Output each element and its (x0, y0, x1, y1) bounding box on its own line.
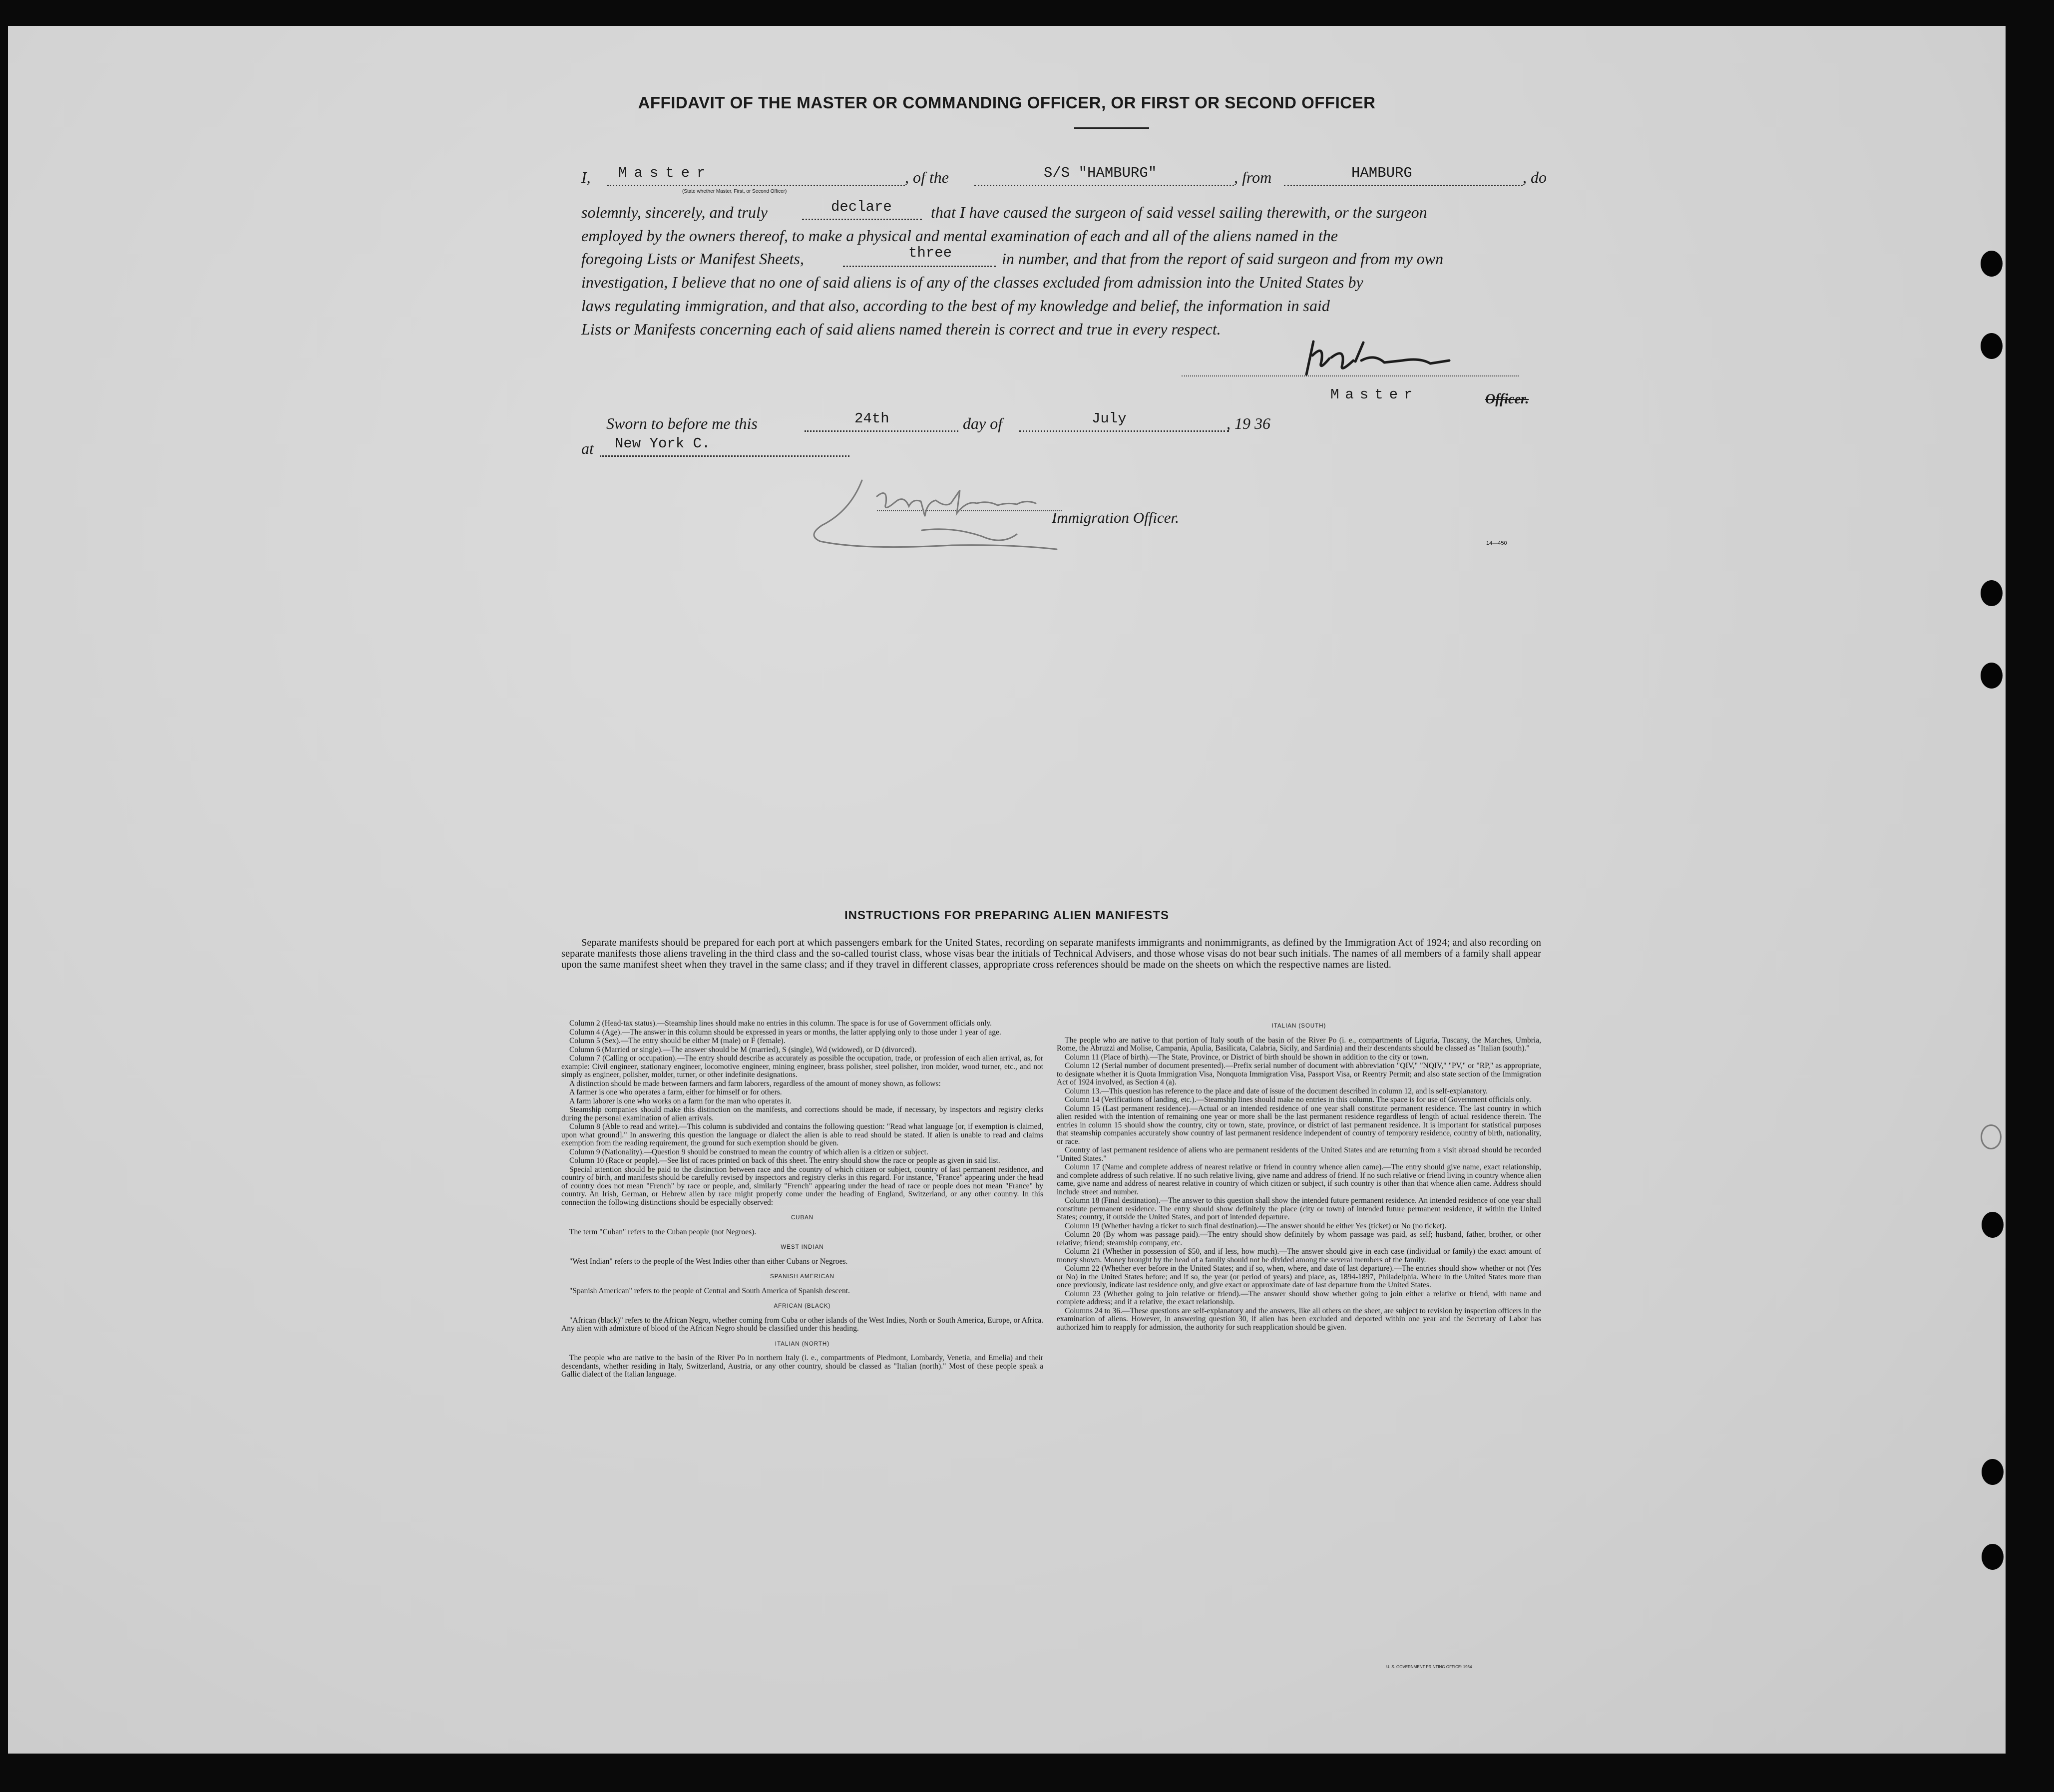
col4-paragraph: Column 4 (Age).—The answer in this column should be expressed in years or months, the latter applying only to those under 1 year of age. (569, 1028, 1001, 1037)
from-value: HAMBURG (1351, 165, 1412, 181)
affidavit-line-4a: foregoing Lists or Manifest Sheets, (581, 250, 804, 268)
col17-paragraph: Column 17 (Name and complete address of nearest relative or friend in country whence alien came).—The entry should give name, exact relationship, and complete address of such relative. If no such relative living, give name and address of friend. If no such relative or friend living in country whence alien came, give name and address of nearest relative in country of which citizen or subject, if such country is other than that whence alien came. Address should include street and number. (1057, 1163, 1541, 1196)
officer-title: Immigration Officer. (1052, 509, 1179, 526)
declare-value: declare (831, 199, 892, 215)
col18-paragraph: Column 18 (Final destination).—The answer to this question shall show the intended future permanent residence. An intended residence of one year shall constitute permanent residence. The entry should show definitely the place (city or town) of intended future permanent residence, if within the United States; country, if outside the United States, and port of intended departure. (1057, 1196, 1541, 1221)
vessel-value: S/S "HAMBURG" (1044, 165, 1157, 181)
col9-paragraph: Column 9 (Nationality).—Question 9 should be construed to mean the country of which alien is a citizen or subject. (569, 1147, 928, 1156)
punch-hole (1982, 1544, 2004, 1570)
col7-paragraph: Column 7 (Calling or occupation).—The entry should describe as accurately as possible the occupation, trade, or profession of each alien arrival, as, for example: Civil engineer, stationary engineer, locomotive engineer, mining engineer, brass polisher, steel polisher, iron molder, wood turner, etc., and not simply as engineer, polisher, molder, turner, or other indefinite designations. (561, 1054, 1043, 1079)
col13-paragraph: Column 13.—This question has reference to the place and date of issue of the document described in column 12, and is self-explanatory. (1065, 1086, 1488, 1095)
at-field-line (600, 455, 849, 457)
col24-36-paragraph: Columns 24 to 36.—These questions are self-explanatory and the answers, like all others on the sheet, are subject to revision by inspection officers in the examination of aliens. However, in answering question 30, if alien has been excluded and deported within one year and the Secretary of Labor has authorized him to reapply for admission, the authority for such reapplication should be given. (1057, 1306, 1541, 1332)
sworn-month: July (1092, 410, 1127, 427)
affidavit-line-3: employed by the owners thereof, to make a physical and mental examination of each and all of the aliens named in the (581, 227, 1338, 245)
from-label: , from (1234, 168, 1272, 186)
col2-paragraph: Column 2 (Head-tax status).—Steamship lines should make no entries in this column. The space is for use of Government officials only. (569, 1019, 992, 1028)
col21-paragraph: Column 21 (Whether in possession of $50, and if less, how much).—The answer should give in each case (individual or family) the exact amount of money shown. Money brought by the head of a family should not be divided among the several members of the family. (1057, 1247, 1541, 1264)
heading-italian-north: ITALIAN (NORTH) (775, 1341, 830, 1347)
italian-south-paragraph: The people who are native to that portion of Italy south of the basin of the River Po (i. e., compartments of Liguria, Tuscany, the Marches, Umbria, Rome, the Abruzzi and Molise, Campania, Apulia, Basilicata, Calabria, Sicily, and Sardinia) and their descendants should be classed as "Italian (south)." (1057, 1036, 1541, 1053)
day-of-label: day of (963, 414, 1003, 432)
struck-officer: Officer. (1485, 391, 1529, 407)
farm-distinction-paragraph: A distinction should be made between farmers and farm laborers, regardless of the amount of money shown, as follows: (569, 1079, 941, 1088)
punch-hole (1982, 1459, 2004, 1485)
col20-paragraph: Column 20 (By whom was passage paid).—The entry should show definitely by whom passage was paid, as self; husband, father, brother, or other relative; friend; steamship company, etc. (1057, 1230, 1541, 1247)
sheets-field-line (843, 266, 996, 267)
affidavit-title: AFFIDAVIT OF THE MASTER OR COMMANDING OFFICER, OR FIRST OR SECOND OFFICER (638, 93, 1376, 112)
col19-paragraph: Column 19 (Whether having a ticket to such final destination).—The answer should be either Yes (ticket) or No (no ticket). (1065, 1221, 1447, 1230)
farm-laborer-paragraph: A farm laborer is one who works on a farm for the man who operates it. (569, 1096, 792, 1105)
at-label: at (581, 439, 594, 457)
vessel-field-line (974, 185, 1234, 186)
heading-italian-south: ITALIAN (SOUTH) (1271, 1023, 1326, 1029)
affidavit-line-6: laws regulating immigration, and that also, according to the best of my knowledge and belief, the information in said (581, 297, 1330, 315)
col23-paragraph: Column 23 (Whether going to join relative or friend).—The answer should show whether going to join either a relative or friend, with name and complete address; and if a relative, the exact relationship. (1057, 1289, 1541, 1306)
col11-paragraph: Column 11 (Place of birth).—The State, Province, or District of birth should be shown in addition to the city or town. (1065, 1053, 1429, 1062)
col8-paragraph: Column 8 (Able to read and write).—This column is subdivided and contains the following question: "Read what language [or, if exemption is claimed, upon what ground]." In answering this question the language or dialect the alien is able to read should be stated. If alien is unable to read and claims exemption from the reading requirement, the ground for such exemption should be given. (561, 1122, 1043, 1147)
heading-west-indian: WEST INDIAN (781, 1244, 824, 1250)
punch-hole (1981, 251, 2003, 277)
sheets-value: three (908, 245, 952, 261)
punch-hole (1982, 1212, 2004, 1238)
printing-office-imprint: U. S. GOVERNMENT PRINTING OFFICE: 1934 (1386, 1665, 1472, 1669)
instructions-title: INSTRUCTIONS FOR PREPARING ALIEN MANIFESTS (844, 909, 1169, 922)
punch-hole (1981, 333, 2003, 359)
african-paragraph: "African (black)" refers to the African Negro, whether coming from Cuba or other islands of the West Indies, North or South America, Europe, or Africa. Any alien with admixture of blood of the African Negro should be classified under this heading. (561, 1316, 1044, 1333)
signer-title: Master (1330, 386, 1419, 403)
year-value: 36 (1254, 414, 1270, 432)
sworn-label: Sworn to before me this (606, 414, 758, 432)
sworn-day: 24th (854, 410, 889, 427)
race-distinction-paragraph: Special attention should be paid to the distinction between race and the country of which citizen or subject, country of last permanent residence, and country of birth, and manifests should be carefully revised by inspectors and registry clerks in this regard. For instance, "France" appearing under the head of country does not mean "French" by race or people, and, similarly "French" appearing under the head of race or people does not mean "France" by country. An Irish, German, or Hebrew alien by race might properly come under the heading of England, Switzerland, or any other country. In this connection the following distinctions should be especially observed: (561, 1165, 1043, 1207)
instructions-left-column (561, 1020, 1043, 1380)
solemnly-text: solemnly, sincerely, and truly (581, 203, 768, 221)
rank-value: Master (618, 165, 713, 181)
heading-african: AFRICAN (BLACK) (774, 1303, 831, 1309)
italian-north-paragraph: The people who are native to the basin of the River Po in northern Italy (i. e., compartments of Piedmont, Lombardy, Venetia, and Emelia) and their descendants, whether residing in Italy, Switzerland, Austria, or any other country, should be classed as "Italian (north)." Most of these people speak a Gallic dialect of the Italian language. (561, 1354, 1043, 1379)
form-number: 14—450 (1486, 540, 1507, 546)
col22-paragraph: Column 22 (Whether ever before in the United States; and if so, when, where, and date of last departure).—The entries should show whether or not (Yes or No) in the United States before; and if so, the year (or period of years) and place, as, 1894-1897, Philadelphia. Where in the United States more than once previously, indicate last residence only, and give exact or approximate date of last departure from the United States. (1057, 1264, 1541, 1289)
col15-residence-paragraph: Country of last permanent residence of aliens who are permanent residents of the United States and are returning from a visit abroad should be recorded "United States." (1057, 1146, 1541, 1163)
col15-paragraph: Column 15 (Last permanent residence).—Actual or an intended residence of one year shall constitute permanent residence. The last country in which alien resided with the intention of remaining one year or more shall be the last permanent residence regardless of length of actual residence therein. The entries in column 15 should show the country, city or town, state, province, or district of last permanent residence. It is important for statistical purposes that steamship companies accurately show country of last permanent residence independent of country of temporary residence, country of birth, nationality, or race. (1057, 1104, 1541, 1146)
steamship-paragraph: Steamship companies should make this distinction on the manifests, and corrections should be made, if necessary, by inspectors and registry clerks during the personal examination of alien arrivals. (561, 1105, 1043, 1122)
affidavit-line-2: that I have caused the surgeon of said vessel sailing therewith, or the surgeon (931, 203, 1427, 221)
cuban-paragraph: The term "Cuban" refers to the Cuban people (not Negroes). (569, 1227, 757, 1236)
heading-cuban: CUBAN (791, 1215, 814, 1221)
document-sheet (8, 26, 2006, 1754)
day-field-line (805, 430, 958, 432)
instructions-right-column (1057, 1022, 1541, 1332)
from-field-line (1284, 185, 1523, 186)
at-value: New York C. (615, 435, 711, 452)
farmer-paragraph: A farmer is one who operates a farm, either for himself or for others. (569, 1088, 782, 1096)
do-label: , do (1523, 168, 1547, 186)
spanish-american-paragraph: "Spanish American" refers to the people of Central and South America of Spanish descent. (569, 1286, 850, 1295)
declare-field-line (802, 219, 922, 220)
col14-paragraph: Column 14 (Verifications of landing, etc.).—Steamship lines should make no entries in this column. The space is for use of Government officials only. (1065, 1095, 1531, 1104)
col5-paragraph: Column 5 (Sex).—The entry should be either M (male) or F (female). (569, 1037, 786, 1045)
master-signature (1296, 336, 1466, 380)
title-rule (1074, 127, 1149, 129)
affidavit-line-7: Lists or Manifests concerning each of said aliens named therein is correct and true in every respect. (581, 320, 1221, 338)
punch-hole (1981, 663, 2003, 689)
col10-paragraph: Column 10 (Race or people).—See list of races printed on back of this sheet. The entry should show the race or people as given in said list. (569, 1156, 1000, 1165)
col12-paragraph: Column 12 (Serial number of document presented).—Prefix serial number of document with abbreviation "QIV," "NQIV," "PV," or "RP," as appropriate, to designate whether it is Quota Immigration Visa, Nonquota Immigration Visa, Passport Visa, or Reentry Permit; and also state section of the Immigration Act of 1924 involved, as Section 4 (a). (1057, 1062, 1541, 1086)
rank-hint: (State whether Master, First, or Second Officer) (682, 189, 787, 194)
heading-spanish-american: SPANISH AMERICAN (770, 1274, 834, 1280)
rank-field-line (607, 185, 905, 186)
i-label: I, (581, 168, 591, 186)
instructions-intro (561, 937, 1541, 970)
of-the-label: , of the (905, 168, 949, 186)
west-indian-paragraph: "West Indian" refers to the people of the West Indies other than either Cubans or Negroes. (569, 1257, 848, 1266)
punch-hole (1981, 1124, 2002, 1149)
intro-text: Separate manifests should be prepared for each port at which passengers embark for the United States, recording on separate manifests immigrants and nonimmigrants, as defined by the Immigration Act of 1924; and also recording on separate manifests those aliens traveling in the third class and the so-called tourist class, whose visas bear the initials of Technical Advisers, and those whose visas do not bear such initials. The names of all members of a family shall appear upon the same manifest sheet when they travel in the same class; and if they travel in different classes, appropriate cross references should be made on the sheets on which the respective names are listed. (561, 937, 1541, 970)
col6-paragraph: Column 6 (Married or single).—The answer should be M (married), S (single), Wd (widowed), or D (divorced). (569, 1045, 916, 1054)
punch-hole (1981, 580, 2003, 606)
month-field-line (1019, 430, 1229, 432)
affidavit-line-5: investigation, I believe that no one of said aliens is of any of the classes excluded from admission into the United States by (581, 273, 1363, 291)
affidavit-line-4b: in number, and that from the report of said surgeon and from my own (1002, 250, 1444, 268)
year-prefix: , 19 (1227, 414, 1250, 432)
